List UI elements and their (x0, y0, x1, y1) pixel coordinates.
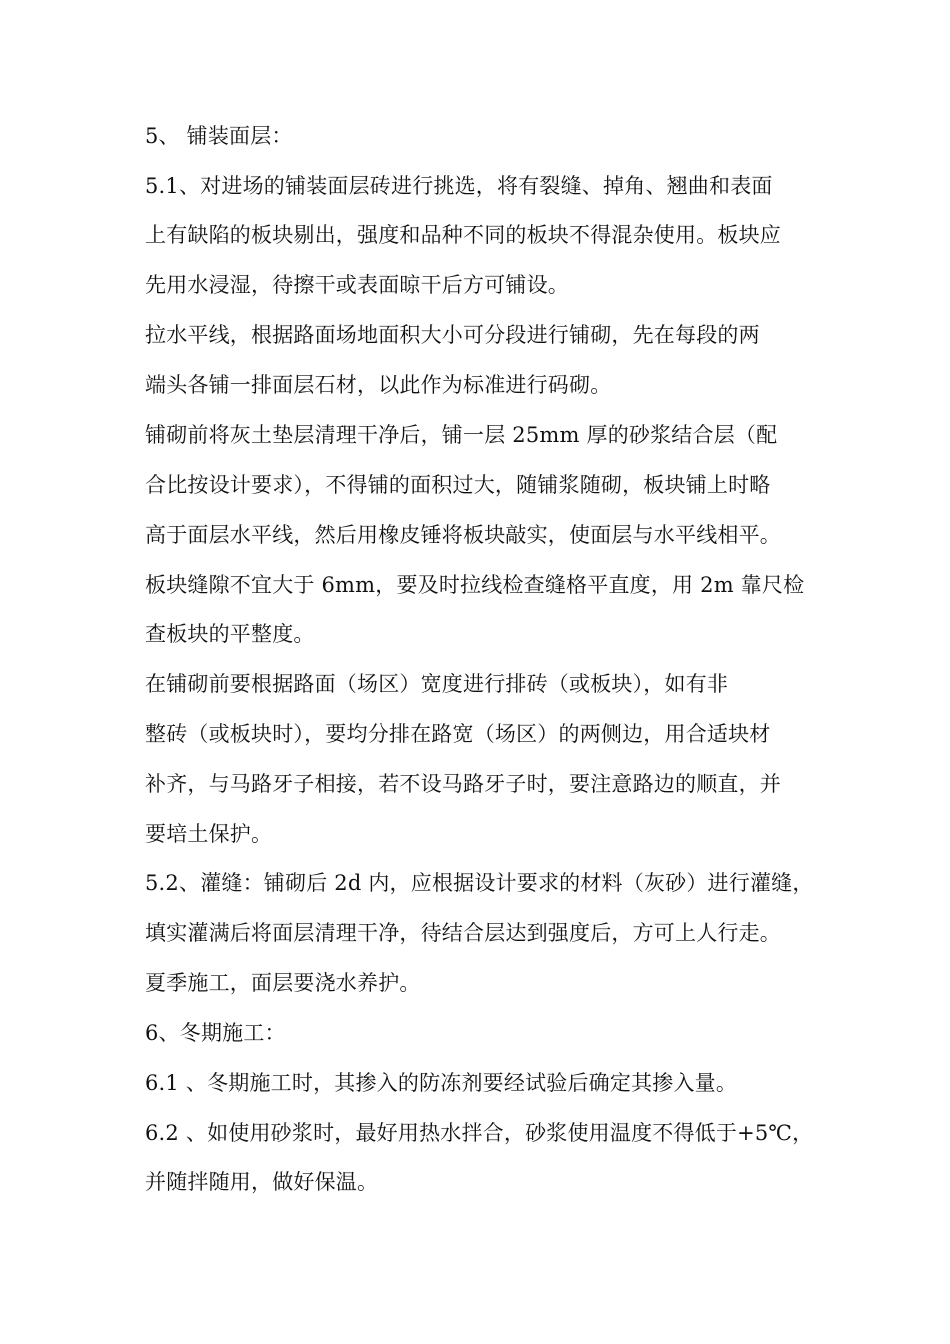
paragraph-line: 并随拌随用，做好保温。 (145, 1170, 379, 1194)
paragraph-line: 上有缺陷的板块剔出，强度和品种不同的板块不得混杂使用。板块应 (145, 223, 781, 247)
paragraph-line: 5.2、灌缝：铺砌后 2d 内，应根据设计要求的材料（灰砂）进行灌缝， (145, 871, 814, 895)
paragraph-line: 高于面层水平线，然后用橡皮锤将板块敲实，使面层与水平线相平。 (145, 523, 781, 547)
paragraph-line: 填实灌满后将面层清理干净，待结合层达到强度后，方可上人行走。 (145, 921, 781, 945)
paragraph-line: 整砖（或板块时），要均分排在路宽（场区）的两侧边，用合适块材 (145, 722, 771, 746)
section-heading-5: 5、 铺装面层： (145, 124, 293, 148)
paragraph-line: 在铺砌前要根据路面（场区）宽度进行排砖（或板块），如有非 (145, 672, 729, 696)
paragraph-line: 6.2 、如使用砂浆时，最好用热水拌合，砂浆使用温度不得低于+5℃， (145, 1121, 814, 1145)
paragraph-line: 查板块的平整度。 (145, 622, 315, 646)
paragraph-line: 铺砌前将灰土垫层清理干净后，铺一层 25mm 厚的砂浆结合层（配 (145, 423, 778, 447)
section-heading-6: 6、冬期施工： (145, 1021, 286, 1045)
paragraph-line: 补齐，与马路牙子相接，若不设马路牙子时，要注意路边的顺直，并 (145, 772, 781, 796)
paragraph-line: 拉水平线，根据路面场地面积大小可分段进行铺砌，先在每段的两 (145, 323, 760, 347)
paragraph-line: 夏季施工，面层要浇水养护。 (145, 971, 421, 995)
paragraph-line: 合比按设计要求），不得铺的面积过大，随铺浆随砌，板块铺上时略 (145, 473, 771, 497)
paragraph-line: 端头各铺一排面层石材，以此作为标准进行码砌。 (145, 373, 612, 397)
paragraph-line: 先用水浸湿，待擦干或表面晾干后方可铺设。 (145, 273, 569, 297)
paragraph-line: 6.1 、冬期施工时，其掺入的防冻剂要经试验后确定其掺入量。 (145, 1071, 738, 1095)
paragraph-line: 5.1、对进场的铺装面层砖进行挑选，将有裂缝、掉角、翘曲和表面 (145, 174, 773, 198)
paragraph-line: 板块缝隙不宜大于 6mm，要及时拉线检查缝格平直度，用 2m 靠尺检 (145, 573, 805, 597)
paragraph-line: 要培土保护。 (145, 822, 273, 846)
